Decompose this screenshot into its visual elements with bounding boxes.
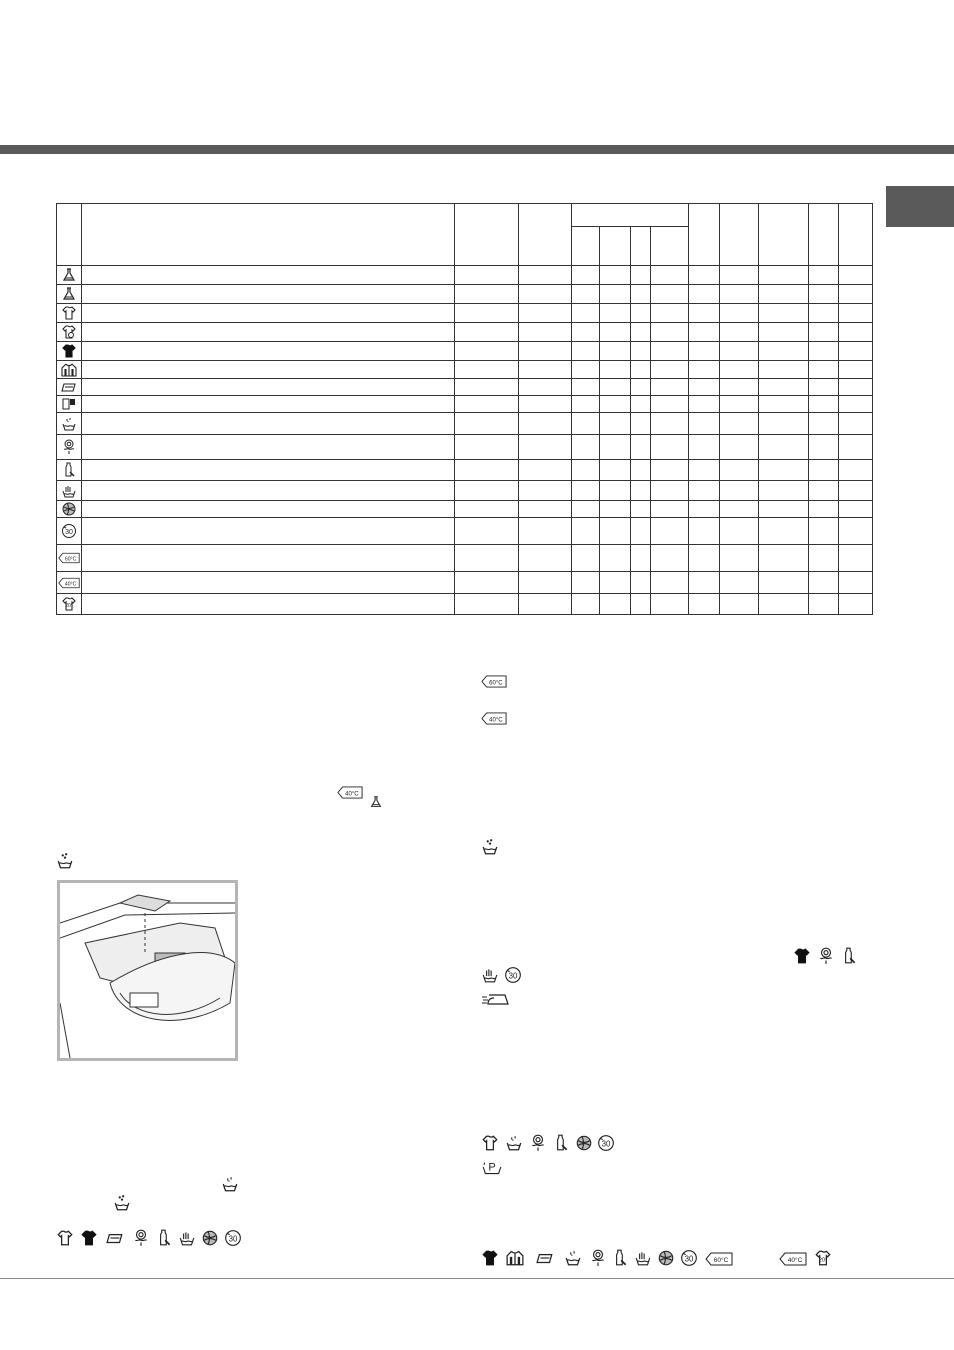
quick-30-icon: [680, 1249, 698, 1272]
wool-ball-icon: [201, 1229, 219, 1252]
shirt-icon: [56, 1229, 74, 1252]
wool-ball-icon: [61, 501, 77, 517]
standard-wash-icon: [61, 286, 77, 302]
table-header-row: [57, 204, 873, 227]
spin-drain-icon: [529, 1134, 547, 1157]
programme-row: [57, 501, 873, 518]
programme-row: [57, 396, 873, 413]
baby-bottle-icon: [840, 947, 858, 970]
jacket-icon: [506, 1249, 524, 1272]
shirt-20-icon: [61, 596, 77, 612]
programme-row: [57, 481, 873, 501]
quick-30-icon: [61, 523, 77, 539]
header-rule: [0, 145, 954, 154]
baby-bottle-icon: [611, 1249, 629, 1272]
baby-bottle-icon: [155, 1229, 173, 1252]
programme-row: [57, 435, 873, 460]
programme-row: [57, 518, 873, 545]
hand-wash-icon: [634, 1249, 652, 1272]
programme-row: [57, 545, 873, 572]
programme-row: [57, 572, 873, 594]
dark-garment-icon: [80, 1229, 98, 1252]
programme-row: [57, 285, 873, 304]
tag-40c-icon: [58, 577, 80, 589]
hand-wash-icon: [61, 483, 77, 499]
tag-40c-icon: [779, 1252, 807, 1271]
tag-60c-icon: [705, 1252, 733, 1271]
spin-drain-icon: [61, 439, 77, 455]
shirt-icon: [61, 305, 77, 321]
tag-60c-icon: [58, 552, 80, 564]
towel-icon: [534, 1249, 556, 1272]
programme-row: [57, 361, 873, 379]
soak-icon: [113, 1194, 131, 1217]
wool-ball-icon: [657, 1249, 675, 1272]
quick-30-icon: [597, 1134, 615, 1157]
standard-wash-icon: [61, 267, 77, 283]
programme-row: [57, 304, 873, 323]
spin-drain-icon: [589, 1249, 607, 1272]
quick-30-icon: [504, 966, 522, 989]
dark-garment-icon: [61, 343, 77, 359]
tag-40c-icon: [481, 712, 507, 730]
programme-row: [57, 379, 873, 396]
programme-table: [56, 203, 873, 615]
delicate-wash-icon: [61, 416, 77, 432]
tag-60c-icon: [481, 675, 507, 693]
programme-row: [57, 460, 873, 481]
multi-garment-icon: [61, 396, 77, 412]
tag-40c-icon: [337, 786, 363, 804]
language-tab: [886, 186, 954, 227]
detergent-drawer-figure: [57, 880, 238, 1061]
standard-wash-icon: [369, 795, 383, 814]
towel-icon: [61, 379, 77, 395]
delicate-wash-icon: [505, 1134, 523, 1157]
baby-bottle-icon: [552, 1134, 570, 1157]
spin-drain-icon: [132, 1229, 150, 1252]
iron-icon: [481, 992, 511, 1011]
baby-bottle-icon: [61, 462, 77, 478]
hand-wash-icon: [481, 966, 499, 989]
programme-row: [57, 413, 873, 435]
shirt-icon: [481, 1134, 499, 1157]
quick-30-icon: [224, 1229, 242, 1252]
wool-ball-icon: [575, 1134, 593, 1157]
delicate-wash-icon: [564, 1249, 582, 1272]
mixed-fabric-icon: [61, 324, 77, 340]
shirt-20-icon: [814, 1249, 832, 1272]
programme-row: [57, 323, 873, 342]
soak-icon: [56, 852, 74, 875]
towel-icon: [104, 1229, 126, 1252]
programme-row: [57, 342, 873, 361]
programme-row: [57, 594, 873, 615]
spin-drain-icon: [817, 947, 835, 970]
jacket-icon: [61, 362, 77, 378]
soak-icon: [481, 838, 499, 861]
dark-garment-icon: [481, 1249, 499, 1272]
prewash-icon: [481, 1158, 503, 1181]
dark-garment-icon: [793, 947, 811, 970]
hand-wash-icon: [178, 1229, 196, 1252]
footer-rule: [0, 1278, 954, 1279]
delicate-wash-icon: [221, 1175, 239, 1198]
programme-row: [57, 266, 873, 285]
